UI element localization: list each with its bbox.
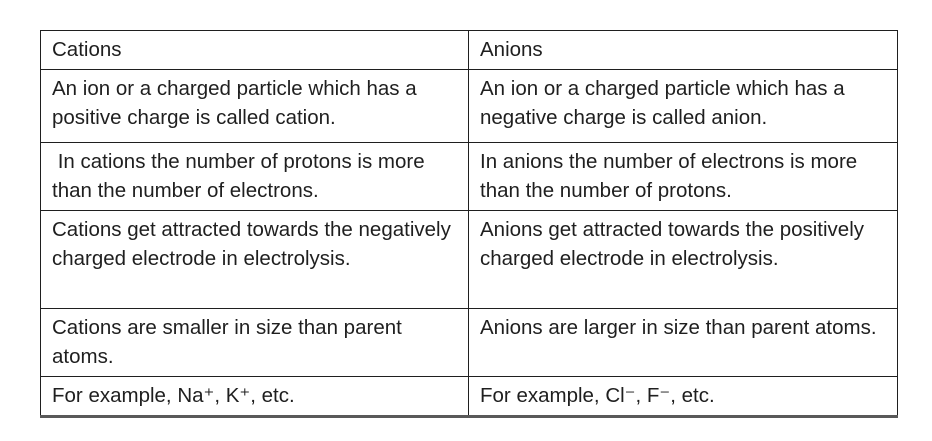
cell-cations-definition: An ion or a charged particle which has a positive charge is called cation. [41, 70, 469, 143]
cations-anions-table [40, 30, 898, 418]
table-header-row [41, 31, 898, 70]
cell-cations-protons: In cations the number of protons is more than the number of electrons. [41, 143, 469, 211]
cell-anions-definition: An ion or a charged particle which has a negative charge is called anion. [469, 70, 898, 143]
cell-anions-size: Anions are larger in size than parent atoms. [469, 309, 898, 377]
table-row [41, 377, 898, 417]
cell-anions-electrode: Anions get attracted towards the positively charged electrode in electrolysis. [469, 211, 898, 309]
cell-cations-example: For example, Na⁺, K⁺, etc. [41, 377, 469, 417]
header-cell-anions: Anions [469, 31, 898, 70]
cell-anions-electrons: In anions the number of electrons is more than the number of protons. [469, 143, 898, 211]
header-cell-cations: Cations [41, 31, 469, 70]
table-row [41, 70, 898, 143]
cell-cations-size: Cations are smaller in size than parent atoms. [41, 309, 469, 377]
table-row [41, 211, 898, 309]
cell-anions-example: For example, Cl⁻, F⁻, etc. [469, 377, 898, 417]
table-row [41, 143, 898, 211]
cell-cations-electrode: Cations get attracted towards the negatively charged electrode in electrolysis. [41, 211, 469, 309]
table-row [41, 309, 898, 377]
